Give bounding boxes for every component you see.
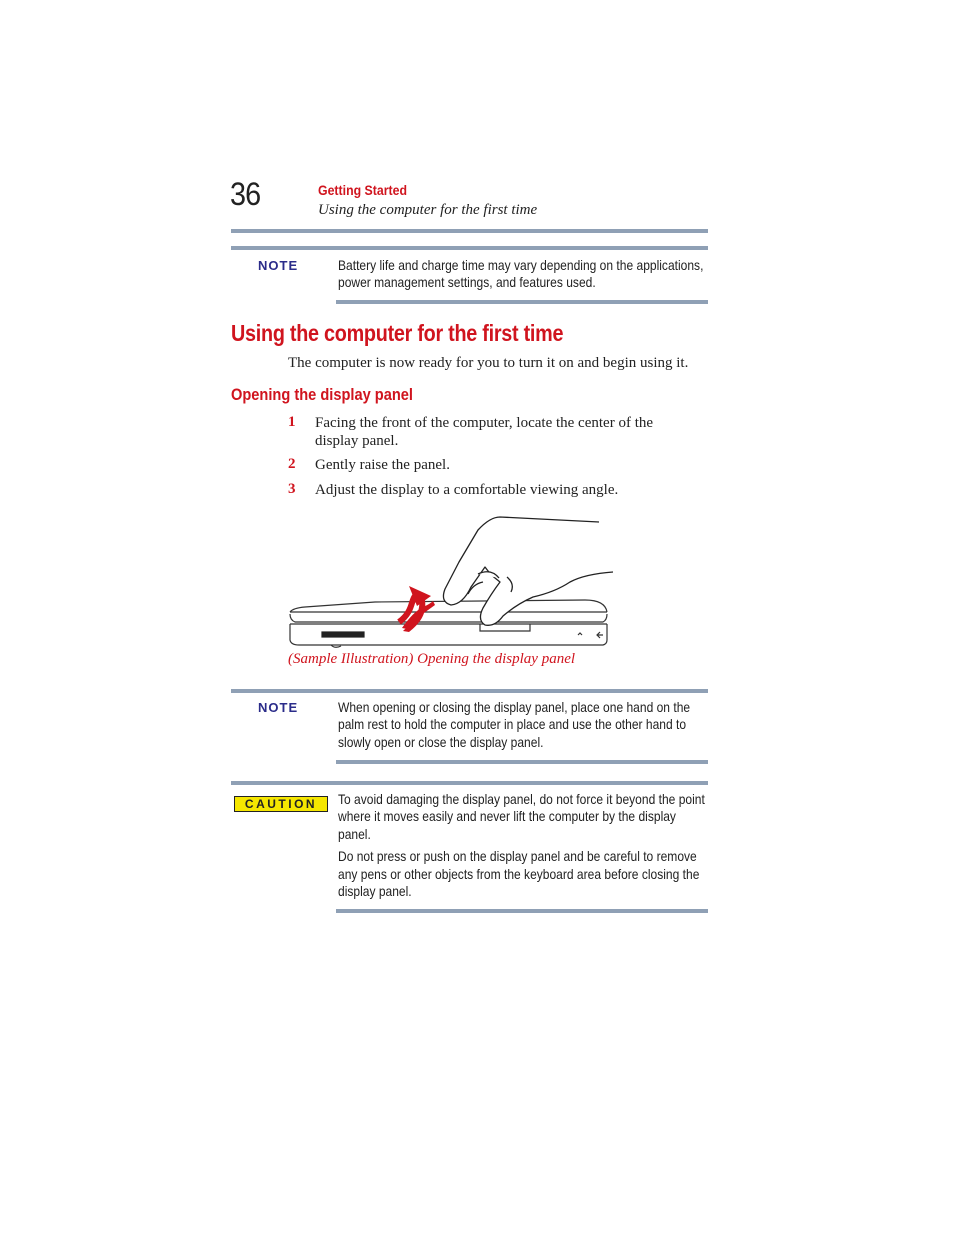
caution-line: display panel. bbox=[338, 883, 412, 900]
step-number: 1 bbox=[288, 414, 296, 430]
step-text: Gently raise the panel. bbox=[315, 457, 450, 473]
caution-badge: CAUTION bbox=[234, 796, 328, 812]
caution-line: panel. bbox=[338, 825, 371, 842]
caution-line: where it moves easily and never lift the computer by the display bbox=[338, 808, 676, 825]
step-number: 2 bbox=[288, 456, 296, 472]
step-text: Adjust the display to a comfortable viewing angle. bbox=[315, 482, 619, 498]
header-rule bbox=[231, 229, 708, 233]
list-item bbox=[288, 481, 708, 506]
caution-top-rule bbox=[231, 781, 708, 785]
subsection-heading: Opening the display panel bbox=[231, 385, 413, 404]
note1-label: NOTE bbox=[258, 258, 299, 273]
laptop-opening-hand-illustration bbox=[285, 512, 615, 652]
page-number: 36 bbox=[230, 176, 261, 212]
caution-bottom-rule bbox=[336, 909, 708, 913]
note2-top-rule bbox=[231, 689, 708, 693]
note2-line: palm rest to hold the computer in place and use the other hand to bbox=[338, 716, 687, 733]
note2-label: NOTE bbox=[258, 700, 299, 715]
note2-text bbox=[338, 699, 708, 751]
caution-line: Do not press or push on the display panel and be careful to remove bbox=[338, 848, 697, 865]
list-item bbox=[288, 456, 708, 481]
step-text bbox=[315, 414, 653, 450]
note2-line: When opening or closing the display panel, place one hand on the bbox=[338, 699, 691, 715]
running-section-title: Using the computer for the first time bbox=[318, 202, 538, 218]
step-line: display panel. bbox=[315, 433, 399, 449]
step-line: Facing the front of the computer, locate the center of the bbox=[315, 415, 654, 431]
step-list bbox=[288, 414, 708, 506]
caution-line: To avoid damaging the display panel, do not force it beyond the point bbox=[338, 791, 705, 807]
step-number: 3 bbox=[288, 481, 296, 497]
curved-up-arrow-icon bbox=[395, 586, 435, 632]
note1-bottom-rule bbox=[336, 300, 708, 304]
note1-top-rule bbox=[231, 246, 708, 250]
note2-line: slowly open or close the display panel. bbox=[338, 733, 544, 750]
hand-drawing bbox=[443, 517, 613, 625]
illustration-caption: (Sample Illustration) Opening the display panel bbox=[288, 651, 576, 667]
note1-text: Battery life and charge time may vary depending on the applications, power management settings, and features used. bbox=[338, 257, 704, 291]
chapter-title: Getting Started bbox=[318, 182, 407, 198]
caution-line: any pens or other objects from the keyboard area before closing the bbox=[338, 865, 700, 882]
list-item bbox=[288, 414, 708, 456]
caution-text bbox=[338, 791, 708, 900]
laptop-outline bbox=[290, 600, 607, 647]
note2-bottom-rule bbox=[336, 760, 708, 764]
intro-paragraph: The computer is now ready for you to turn it on and begin using it. bbox=[288, 355, 689, 371]
section-heading: Using the computer for the first time bbox=[231, 320, 564, 346]
